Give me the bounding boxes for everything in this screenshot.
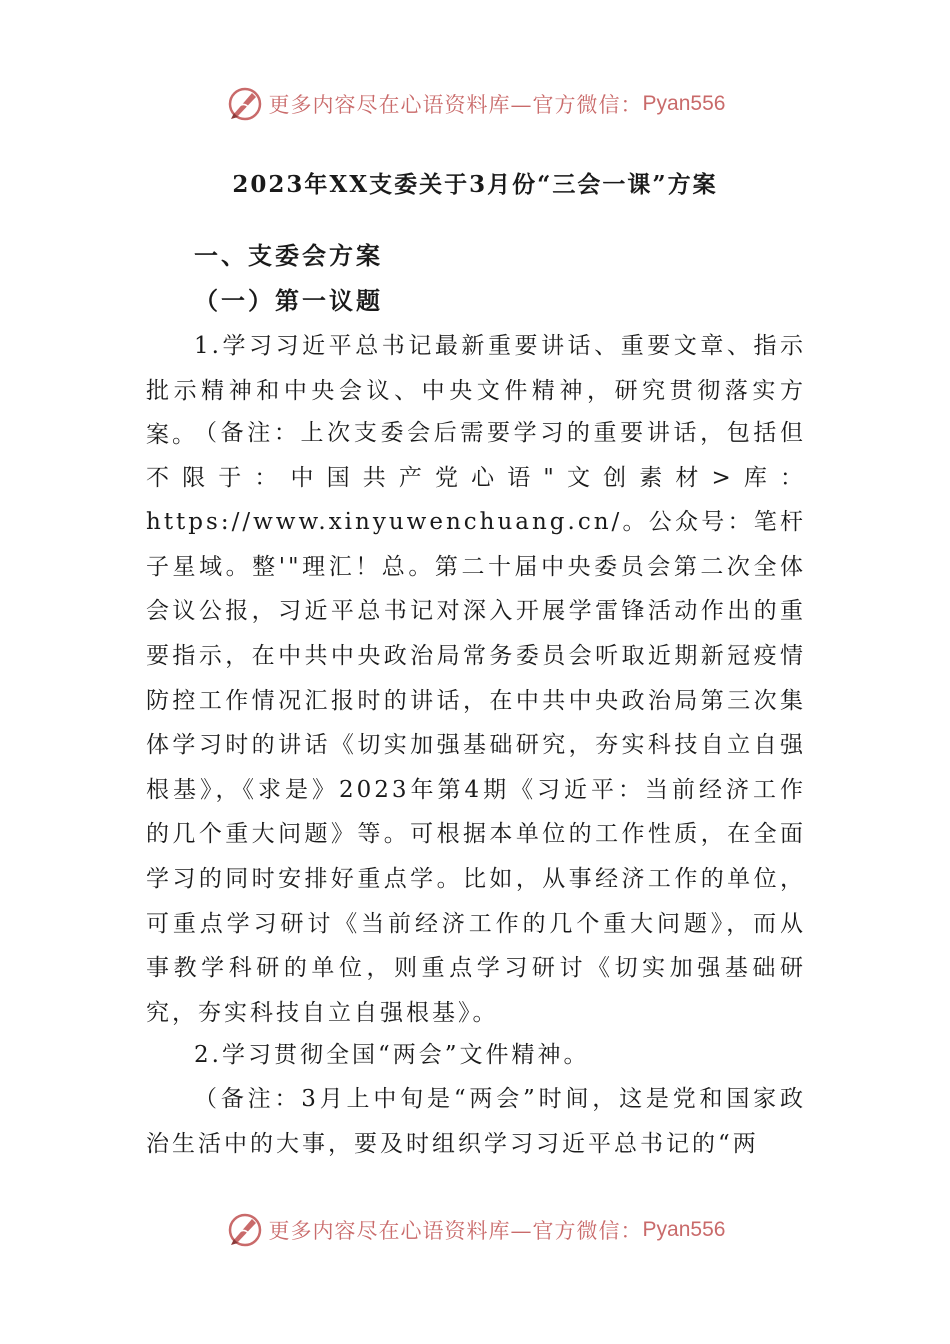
paragraph-block xyxy=(146,1033,806,1078)
paragraph-block xyxy=(146,1077,806,1166)
watermark-id: Pyan556 xyxy=(642,92,726,115)
paragraph-block xyxy=(146,411,806,1035)
section-heading: 一、支委会方案 xyxy=(194,241,383,270)
watermark-id: Pyan556 xyxy=(642,1218,726,1241)
document-title: 2023年XX支委关于3月份“三会一课”方案 xyxy=(232,171,718,198)
subsection-heading: （一）第一议题 xyxy=(194,286,383,315)
paragraph: 2.学习贯彻全国“两会”文件精神。 xyxy=(194,1042,590,1068)
pen-logo-icon xyxy=(225,1210,265,1250)
watermark-banner-top xyxy=(0,82,950,126)
watermark-text: 更多内容尽在心语资料库—官方微信： xyxy=(268,1219,643,1243)
paragraph: （备注：3月上中旬是“两会”时间，这是党和国家政治生活中的大事，要及时组织学习习近平总书记的“两 xyxy=(146,1086,806,1157)
pen-logo-icon xyxy=(225,84,265,124)
paragraph: （备注：上次支委会后需要学习的重要讲话，包括但不限于：中国共产党心语"文创素材>库：https://www.xinyuwenchuang.cn/。公众号：笔杆子星域。整'"理汇！总。第二十届中央委员会第二次全体会议公报，习近平总书记对深入开展学雷锋活动作出的重要指示，在中共中央政治局常务委员会听取近期新冠疫情防控工作情况汇报时的讲话，在中共中央政治局第三次集体学习时的讲话《切实加强基础研究，夯实科技自立自强根基》，《求是》2023年第4期《习近平：当前经济工作的几个重大问题》等。可根据本单位的工作性质，在全面学习的同时安排好重点学。比如，从事经济工作的单位，可重点学习研讨《当前经济工作的几个重大问题》，而从事教学科研的单位，则重点学习研讨《切实加强基础研究，夯实科技自立自强根基》。 xyxy=(146,420,806,1026)
paragraph: 1.学习习近平总书记最新重要讲话、重要文章、指示批示精神和中央会议、中央文件精神，研究贯彻落实方案。 xyxy=(146,333,806,449)
watermark-text: 更多内容尽在心语资料库—官方微信： xyxy=(268,93,643,117)
watermark-banner-bottom xyxy=(0,1208,950,1252)
